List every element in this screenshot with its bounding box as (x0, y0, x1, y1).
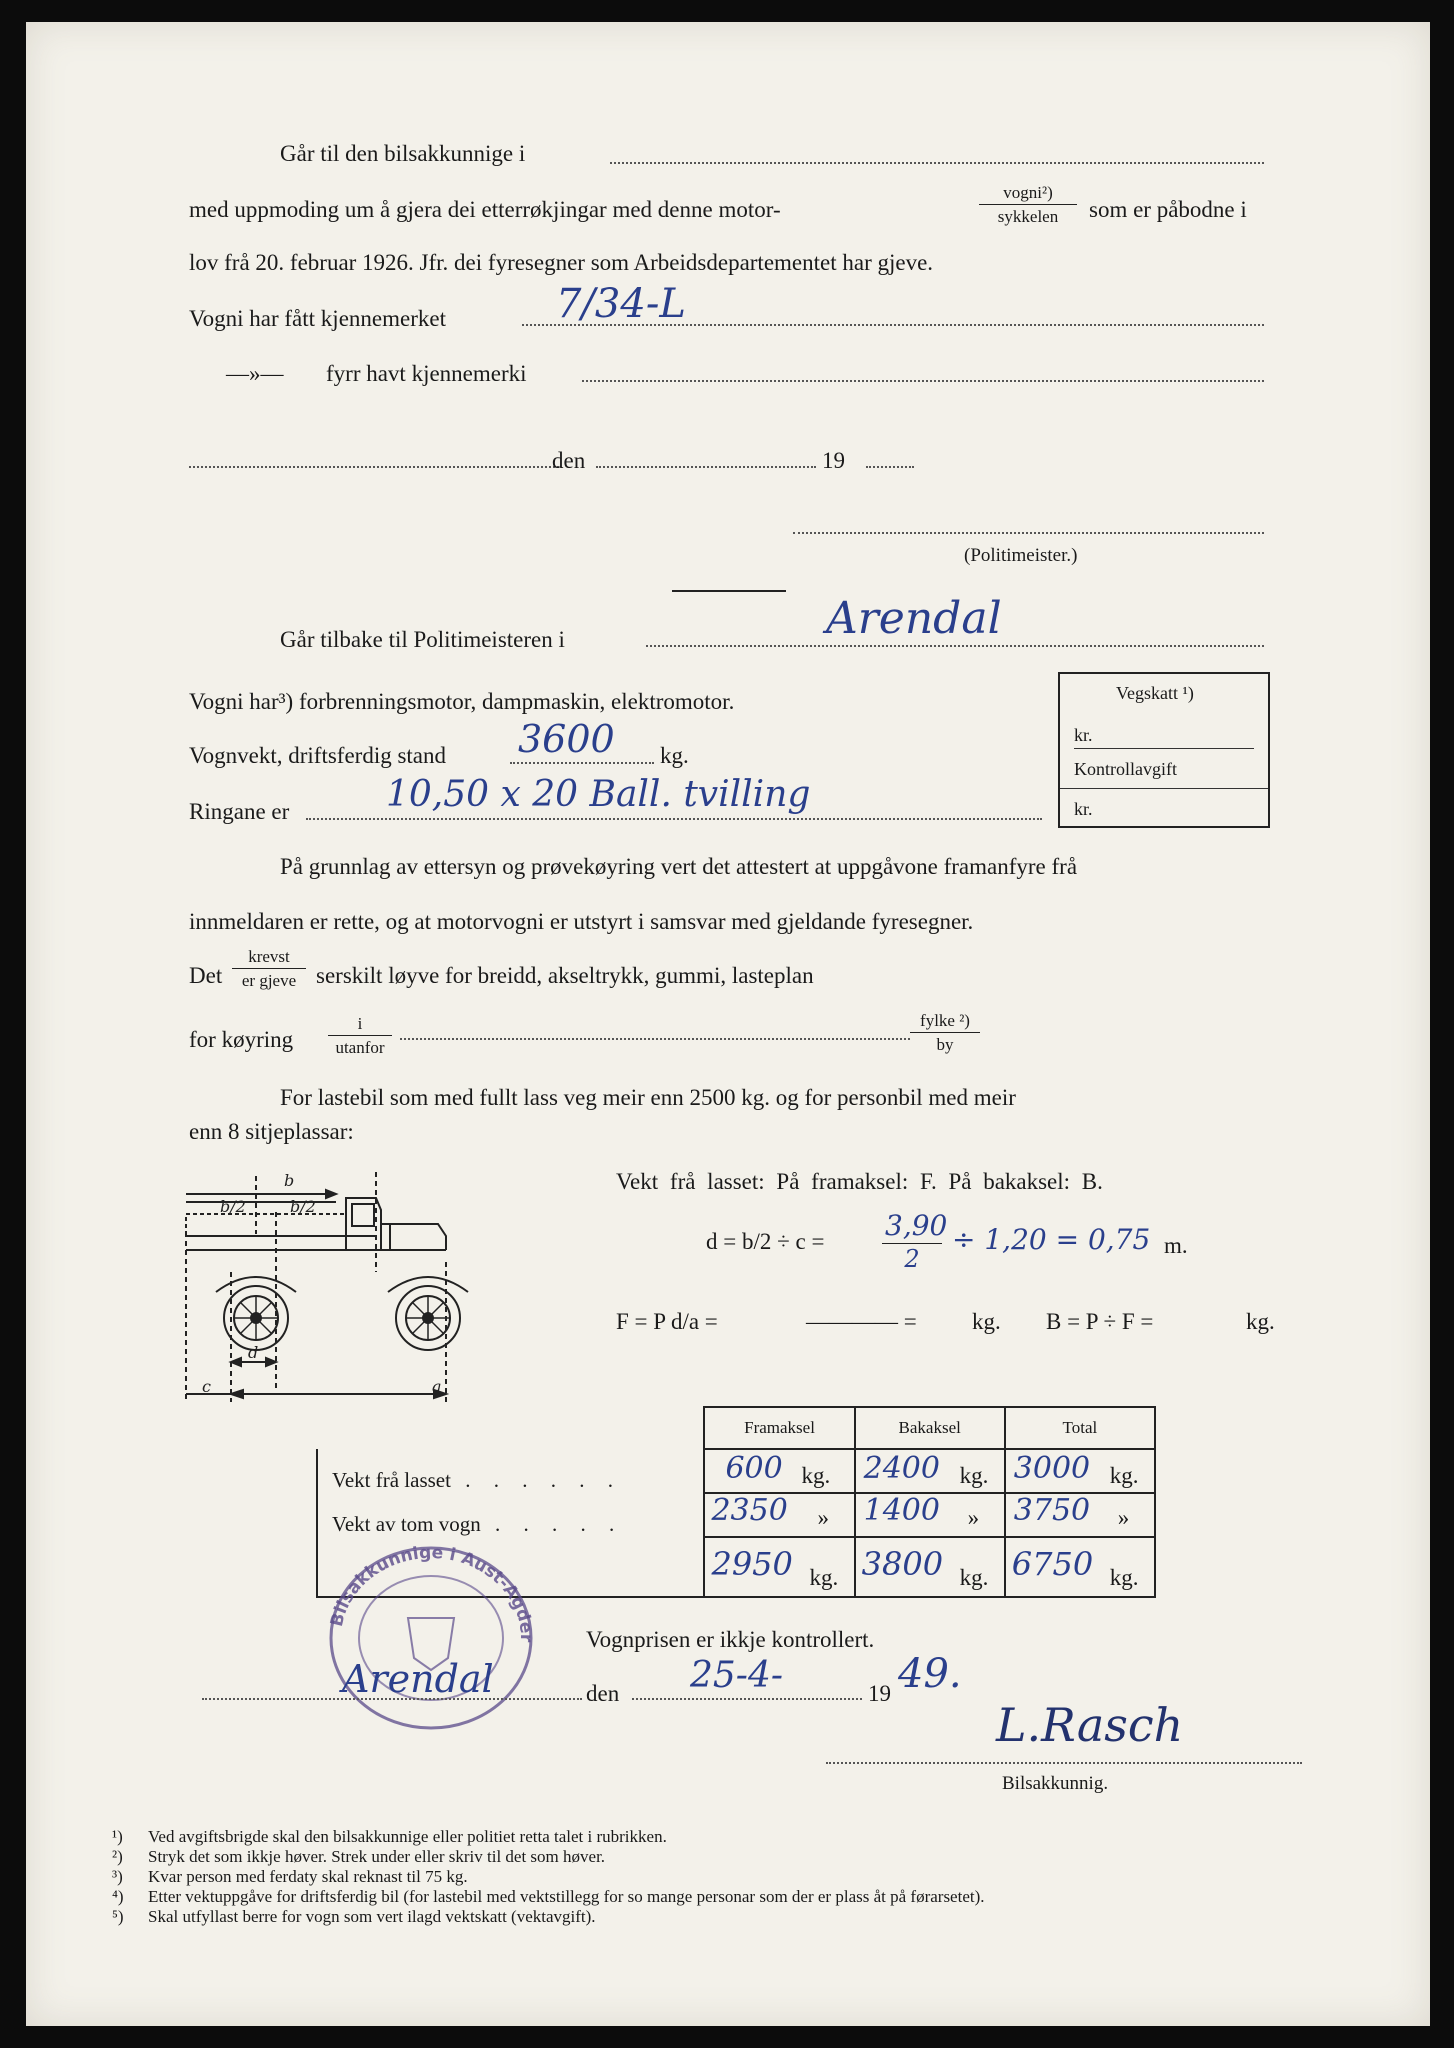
tilbake-label: Går tilbake til Politimeisteren i (280, 627, 565, 652)
signature-line[interactable] (826, 1762, 1302, 1764)
kontroll-label: Kontrollavgift (1074, 759, 1177, 779)
f-formula: F = P d/a = (616, 1309, 718, 1334)
footnote-4: ⁴) Etter vektuppgåve for driftsferdig bil (for lastebil med vektstillegg for so mange personar som der er plass åt på førarsetet). (112, 1887, 985, 1906)
motor-line: Vogni har³) forbrenningsmotor, dampmaskin, elektromotor. (189, 689, 735, 714)
form-sheet (26, 22, 1430, 2026)
det-rest: serskilt løyve for breidd, akseltrykk, gummi, lasteplan (316, 963, 814, 988)
krevst-fraction: krevst er gjeve (232, 948, 306, 989)
row-label: Vekt av tom vogn (332, 1512, 481, 1536)
truck-load-bed (186, 1214, 346, 1236)
line3: lov frå 20. februar 1926. Jfr. dei fyresegner som Arbeidsdepartementet har gjeve. (189, 250, 934, 275)
kjennemerke-label: Vogni har fått kjennemerket (189, 306, 446, 331)
politimeister-label: (Politimeister.) (964, 545, 1078, 566)
vognvekt-value: 3600 (518, 717, 615, 761)
separator (672, 590, 786, 592)
kjennemerke-value: 7/34-L (556, 281, 686, 327)
d-formula: d = b/2 ÷ c = (706, 1229, 825, 1254)
label-a: a (432, 1377, 442, 1396)
stamp-text: Bilsakkunnige i Aust-Agder (326, 1542, 537, 1643)
row-label: Vekt frå lasset (332, 1468, 451, 1492)
f-kg: kg. (972, 1309, 1001, 1334)
line1-label: Går til den bilsakkunnige i (280, 141, 526, 166)
d-handwritten-fraction: $\frac{3,90}{2}$ (882, 1212, 942, 1271)
vegskatt-label: Vegskatt ¹) (1116, 683, 1194, 703)
footnotes (112, 1828, 1312, 1928)
table-header-row (317, 1407, 1155, 1449)
d-handwritten-result: ÷ 1,20 = 0,75 (952, 1223, 1151, 1256)
attest-line1: På grunnlag av ettersyn og prøvekøyring vert det attestert at uppgåvone framanfyre frå (280, 854, 1078, 879)
official-stamp (316, 1538, 546, 1738)
label-b2-right: b/2 (290, 1197, 316, 1216)
vognvekt-field[interactable] (510, 762, 654, 764)
cell[interactable]: 600 kg. (704, 1449, 854, 1493)
table-row: Vekt frå lasset . . . . . . 600 kg. 2400 kg. 3000 kg. (317, 1449, 1155, 1493)
inspector-signature: L.Rasch (996, 1698, 1184, 1752)
header-framaksel: Framaksel (704, 1407, 854, 1449)
label-b: b (284, 1171, 295, 1190)
footnote-2: ²) Stryk det som ikkje høver. Strek under eller skriv til det som høver. (112, 1847, 606, 1866)
ringane-value: 10,50 x 20 Ball. tvilling (386, 774, 811, 815)
tilbake-field[interactable] (646, 645, 1264, 647)
label-b2-left: b/2 (220, 1197, 246, 1216)
footnote-1: ¹) Ved avgiftsbrigde skal den bilsakkunnige eller politiet retta talet i rubrikken. (112, 1827, 667, 1846)
koyring-field[interactable] (400, 1038, 910, 1040)
cell[interactable]: 3750 » (1005, 1493, 1155, 1537)
ditto-mark: —»— (226, 361, 284, 386)
table-row: Vekt av tom vogn . . . . . 2350 » 1400 » 3750 » (317, 1493, 1155, 1537)
fyrr-field[interactable] (582, 380, 1264, 382)
d-unit: m. (1164, 1233, 1188, 1258)
cell[interactable]: 3000 kg. (1005, 1449, 1155, 1493)
bilsakkunnig-label: Bilsakkunnig. (1002, 1773, 1109, 1794)
b-formula: B = P ÷ F = (1046, 1309, 1154, 1334)
fylke-by-fraction: fylke ²) by (910, 1012, 980, 1053)
bottom-date-value: 25-4- (690, 1655, 784, 1696)
cell[interactable]: 6750 kg. (1005, 1537, 1155, 1597)
footnote-3: ³) Kvar person med ferdaty skal reknast til 75 kg. (112, 1867, 468, 1886)
truck-axle-diagram (176, 1152, 596, 1412)
vognvekt-label: Vognvekt, driftsferdig stand (189, 743, 447, 768)
bottom-year-value: 49. (898, 1651, 962, 1697)
f-mid: ———— = (806, 1309, 917, 1334)
koyring-label: for køyring (189, 1027, 294, 1052)
vegskatt-kr: kr. (1074, 725, 1093, 745)
date-field[interactable] (596, 466, 816, 468)
vekt-lasset-formula-line: Vekt frå lasset: På framaksel: F. På bakaksel: B. (616, 1169, 1103, 1194)
lastebil-line1: For lastebil som med fullt lass veg meir enn 2500 kg. og for personbil med meir (280, 1085, 1016, 1110)
label-c: c (202, 1377, 211, 1396)
header-bakaksel: Bakaksel (855, 1407, 1005, 1449)
cell[interactable]: 3800 kg. (855, 1537, 1005, 1597)
b-kg: kg. (1246, 1309, 1275, 1334)
tilbake-value: Arendal (826, 593, 1002, 644)
ringane-label: Ringane er (189, 799, 290, 824)
line2-end: som er påbodne i (1089, 197, 1247, 222)
i-utanfor-fraction: i utanfor (328, 1015, 392, 1056)
cell[interactable]: 2950 kg. (704, 1537, 854, 1597)
cell[interactable]: 2400 kg. (855, 1449, 1005, 1493)
ringane-field[interactable] (306, 818, 1042, 820)
attest-line2: innmeldaren er rette, og at motorvogni er utstyrt i samsvar med gjeldande fyresegner. (189, 909, 974, 934)
cell[interactable]: 1400 » (855, 1493, 1005, 1537)
bottom-den-label: den (586, 1681, 620, 1706)
tax-box (1058, 672, 1270, 828)
vogn-sykkel-fraction: vogni²) sykkelen (979, 184, 1077, 225)
year-field[interactable] (866, 466, 914, 468)
cell[interactable]: 2350 » (704, 1493, 854, 1537)
den-label: den (552, 448, 586, 473)
bottom-place-value: Arendal (342, 1657, 494, 1701)
fyrr-label: fyrr havt kjennemerki (326, 361, 527, 386)
kontroll-kr: kr. (1074, 799, 1093, 819)
bottom-year-prefix: 19 (868, 1681, 891, 1706)
vegskatt-line[interactable] (1074, 748, 1254, 749)
vognvekt-unit: kg. (660, 743, 689, 768)
vognpris-note: Vognprisen er ikkje kontrollert. (586, 1627, 875, 1652)
politimeister-signature-line[interactable] (793, 532, 1264, 534)
footnote-5: ⁵) Skal utfyllast berre for vogn som vert ilagd vektskatt (vektavgift). (112, 1907, 596, 1926)
year-prefix: 19 (822, 448, 845, 473)
place-field[interactable] (189, 466, 559, 468)
line1-field[interactable] (610, 162, 1264, 164)
bottom-date-field[interactable] (632, 1698, 862, 1700)
line2-start: med uppmoding um å gjera dei etterrøkjingar med denne motor- (189, 197, 781, 222)
header-total: Total (1005, 1407, 1155, 1449)
label-d: d (248, 1343, 259, 1362)
det-label: Det (189, 963, 223, 988)
lastebil-line2: enn 8 sitjeplassar: (189, 1119, 354, 1144)
